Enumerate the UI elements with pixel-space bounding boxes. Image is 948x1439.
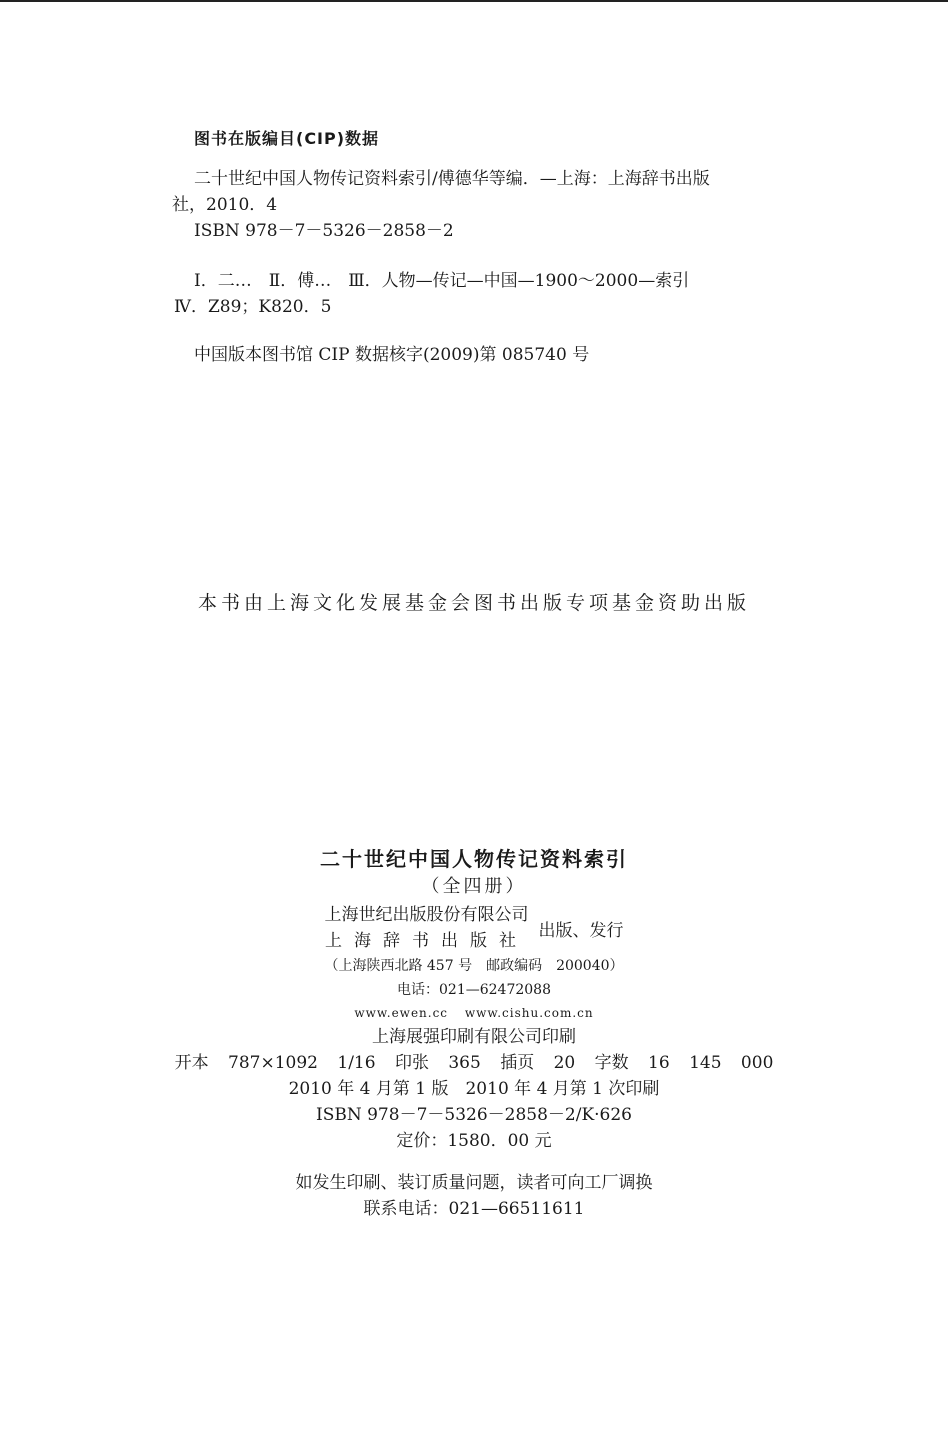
cip-title-continuation: 社，2010．4 <box>172 195 278 215</box>
isbn-line: ISBN 978－7－5326－2858－2/K·626 <box>315 1105 633 1125</box>
cip-title-line: 二十世纪中国人物传记资料索引/傅德华等编．—上海：上海辞书出版 <box>194 169 710 189</box>
publisher-company: 上海世纪出版股份有限公司 <box>324 905 529 925</box>
contact-phone: 联系电话：021—66511611 <box>363 1199 585 1219</box>
cip-approval-number: 中国版本图书馆 CIP 数据核字(2009)第 085740 号 <box>194 345 590 365</box>
publisher-websites: www.ewen.cc www.cishu.com.cn <box>354 1006 594 1020</box>
publisher-phone: 电话：021—62472088 <box>397 982 551 998</box>
publisher-names <box>325 902 529 954</box>
price-line: 定价：1580．00 元 <box>396 1131 552 1151</box>
publisher-block <box>325 902 624 954</box>
volume-count: （全四册） <box>421 876 527 897</box>
format-specs: 开本 787×1092 1/16 印张 365 插页 20 字数 16 145 000 <box>174 1053 774 1073</box>
book-title: 二十世纪中国人物传记资料索引 <box>320 847 628 871</box>
publisher-house: 上海辞书出版社 <box>325 931 528 951</box>
cip-classification-line: Ⅰ．二… Ⅱ．傅… Ⅲ．人物—传记—中国—1900～2000—索引 <box>194 271 690 291</box>
edition-line: 2010 年 4 月第 1 版 2010 年 4 月第 1 次印刷 <box>288 1079 660 1099</box>
publisher-address: （上海陕西北路 457 号 邮政编码 200040） <box>324 958 624 974</box>
cip-classification-codes: Ⅳ．Z89；K820．5 <box>174 297 332 317</box>
colophon-block <box>0 844 948 1222</box>
top-border-rule <box>0 0 948 2</box>
grant-note: 本书由上海文化发展基金会图书出版专项基金资助出版 <box>197 592 750 614</box>
replacement-note: 如发生印刷、装订质量问题，读者可向工厂调换 <box>295 1173 653 1193</box>
publisher-role: 出版、发行 <box>538 920 624 941</box>
spacer <box>0 1154 948 1170</box>
cip-isbn: ISBN 978－7－5326－2858－2 <box>194 221 454 241</box>
cip-heading: 图书在版编目(CIP)数据 <box>194 129 380 148</box>
cip-data-block <box>172 126 834 368</box>
printer-line: 上海展强印刷有限公司印刷 <box>372 1027 576 1047</box>
